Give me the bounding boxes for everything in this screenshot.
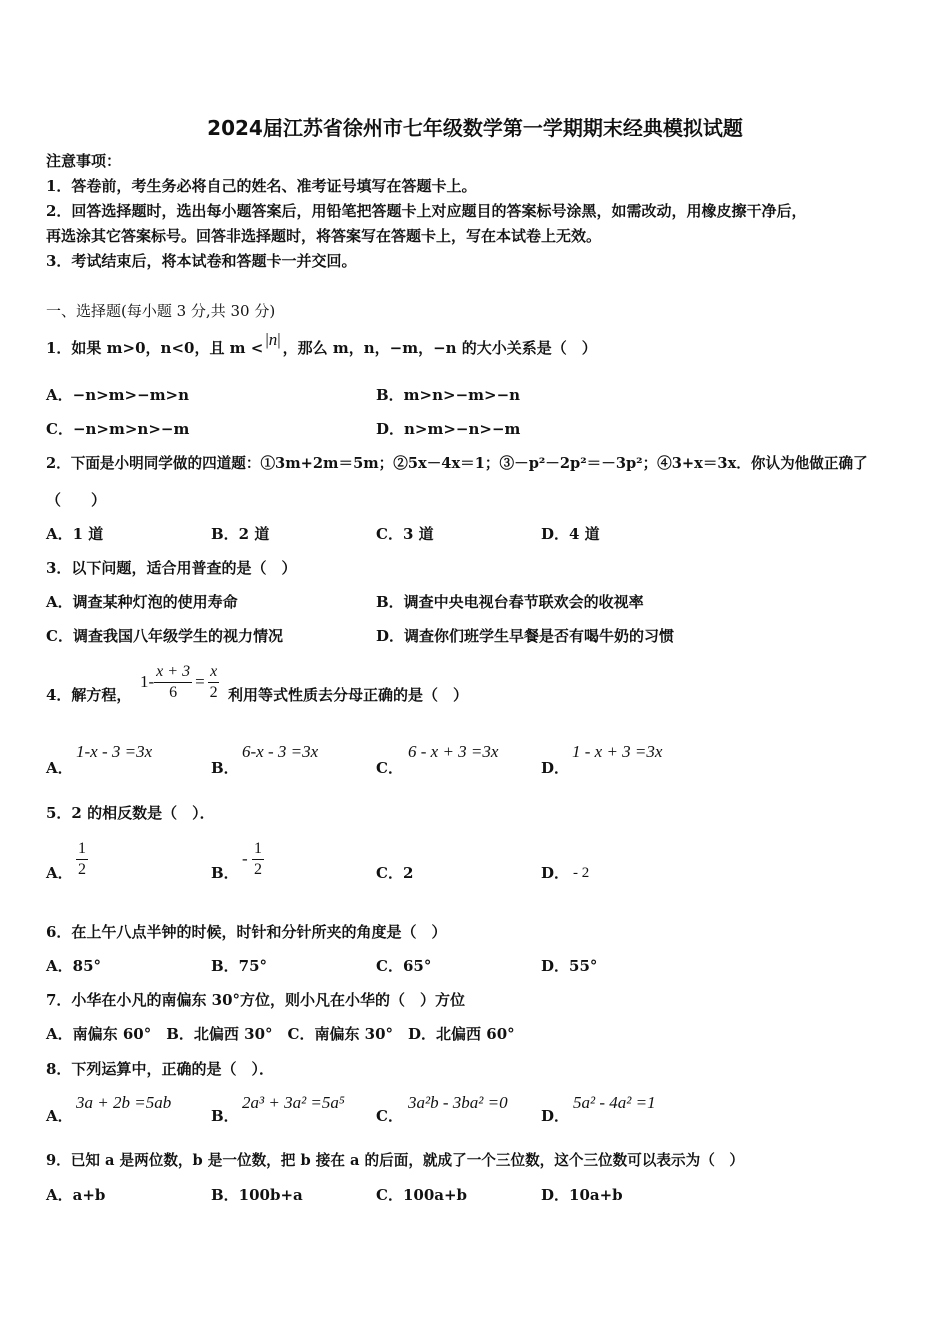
q1-abs-value: |n| (265, 330, 281, 349)
q2-option-d: D．4 道 (541, 525, 600, 543)
q8-expr-b: 2a³ + 3a² =5a⁵ (242, 1093, 345, 1112)
q4-eq-lead: 1- (140, 672, 155, 691)
q4-expr-d: 1 - x + 3 =3x (572, 742, 663, 761)
q2-paren: （ ） (46, 491, 107, 509)
q9-option-a: A．a+b (46, 1186, 106, 1204)
notice-item-2-cont: 再选涂其它答案标号。回答非选择题时，将答案写在答题卡上，写在本试卷上无效。 (46, 227, 602, 245)
q4-expr-c: 6 - x + 3 =3x (408, 742, 499, 761)
q4-frac1-num: x + 3 (154, 663, 192, 683)
q4-label-c: C． (376, 759, 403, 777)
q4-frac2-num: x (208, 663, 219, 683)
q4-suffix: 利用等式性质去分母正确的是（ ） (228, 686, 469, 704)
q4-eq-equals: = (195, 672, 205, 691)
q9-option-c: C．100a+b (376, 1186, 468, 1204)
q4-fraction-2 (208, 663, 220, 702)
q4-fraction-1 (154, 663, 192, 702)
q4-equation (140, 660, 220, 704)
q5-expr-d: - 2 (573, 865, 590, 881)
exam-title: 2024届江苏省徐州市七年级数学第一学期期末经典模拟试题 (207, 116, 743, 140)
q5-b-den: 2 (254, 861, 262, 878)
q9-option-d: D．10a+b (541, 1186, 623, 1204)
q4-expr-a: 1-x - 3 =3x (76, 742, 153, 761)
q4-label-b: B． (211, 759, 239, 777)
q4-label-a: A． (46, 759, 73, 777)
q9-option-b: B．100b+a (211, 1186, 303, 1204)
q4-frac1-den: 6 (169, 683, 178, 701)
q5-b-sign: - (242, 849, 248, 868)
notice-heading: 注意事项： (46, 152, 122, 170)
section-heading: 一、选择题(每小题 3 分,共 30 分) (46, 302, 276, 320)
q2-option-a: A．1 道 (46, 525, 104, 543)
q5-b-num: 1 (252, 840, 264, 860)
question-3: 3．以下问题，适合用普查的是（ ） (46, 559, 297, 577)
q3-option-c: C．调查我国八年级学生的视力情况 (46, 627, 283, 645)
question-6: 6．在上午八点半钟的时候，时针和分针所夹的角度是（ ） (46, 923, 447, 941)
q6-option-b: B．75° (211, 957, 268, 975)
question-2: 2．下面是小明同学做的四道题：①3m+2m＝5m；②5x－4x＝1；③－p²－2p²＝－3p²；④3+x＝3x．你认为他做正确了 (46, 455, 868, 472)
question-1 (46, 330, 597, 359)
q8-label-a: A． (46, 1107, 73, 1125)
q1-option-a: A．−n>m>−m>n (46, 386, 190, 404)
q1-option-c: C．−n>m>n>−m (46, 420, 190, 438)
q8-expr-d: 5a² - 4a² =1 (573, 1093, 656, 1112)
q6-option-d: D．55° (541, 957, 598, 975)
question-9: 9．已知 a 是两位数，b 是一位数，把 b 接在 a 的后面，就成了一个三位数，这个三位数可以表示为（ ） (46, 1152, 744, 1169)
q8-expr-a: 3a + 2b =5ab (76, 1093, 172, 1112)
q5-label-a: A． (46, 864, 73, 882)
q7-options: A．南偏东 60° B．北偏西 30° C．南偏东 30° D．北偏西 60° (46, 1025, 515, 1043)
q5-label-d: D． (541, 864, 570, 882)
q3-option-d: D．调查你们班学生早餐是否有喝牛奶的习惯 (376, 627, 675, 645)
question-8: 8．下列运算中，正确的是（ ）． (46, 1060, 274, 1078)
q3-option-b: B．调查中央电视台春节联欢会的收视率 (376, 593, 644, 611)
q6-option-c: C．65° (376, 957, 432, 975)
q8-expr-c: 3a²b - 3ba² =0 (408, 1093, 508, 1112)
q8-label-b: B． (211, 1107, 239, 1125)
q1-option-b: B．m>n>−m>−n (376, 386, 521, 404)
notice-item-2: 2．回答选择题时，选出每小题答案后，用铅笔把答题卡上对应题目的答案标号涂黑，如需改动，用橡皮擦干净后， (46, 202, 807, 220)
q5-a-num: 1 (76, 840, 88, 860)
q1-prefix: 1．如果 m>0，n<0，且 m < (46, 339, 264, 357)
question-5: 5．2 的相反数是（ ）． (46, 804, 215, 822)
notice-item-1: 1．答卷前，考生务必将自己的姓名、准考证号填写在答题卡上。 (46, 177, 477, 195)
q1-option-d: D．n>m>−n>−m (376, 420, 521, 438)
q4-label-d: D． (541, 759, 570, 777)
q5-option-c: C．2 (376, 864, 414, 882)
q2-option-b: B．2 道 (211, 525, 270, 543)
q5-a-den: 2 (78, 861, 86, 878)
q8-label-c: C． (376, 1107, 403, 1125)
question-7: 7．小华在小凡的南偏东 30°方位，则小凡在小华的（ ）方位 (46, 991, 466, 1009)
q4-expr-b: 6-x - 3 =3x (242, 742, 319, 761)
q1-suffix: ，那么 m，n，−m，−n 的大小关系是（ ） (282, 339, 597, 357)
q3-option-a: A．调查某种灯泡的使用寿命 (46, 593, 238, 611)
notice-item-3: 3．考试结束后，将本试卷和答题卡一并交回。 (46, 252, 357, 270)
q4-frac2-den: 2 (209, 683, 218, 701)
q5-fraction-a (76, 840, 88, 879)
q5-fraction-b (252, 840, 264, 879)
q5-label-b: B． (211, 864, 239, 882)
q6-option-a: A．85° (46, 957, 102, 975)
q4-prefix: 4．解方程， (46, 686, 132, 704)
q2-option-c: C．3 道 (376, 525, 434, 543)
q8-label-d: D． (541, 1107, 570, 1125)
q1-abs-var: n (268, 330, 278, 349)
